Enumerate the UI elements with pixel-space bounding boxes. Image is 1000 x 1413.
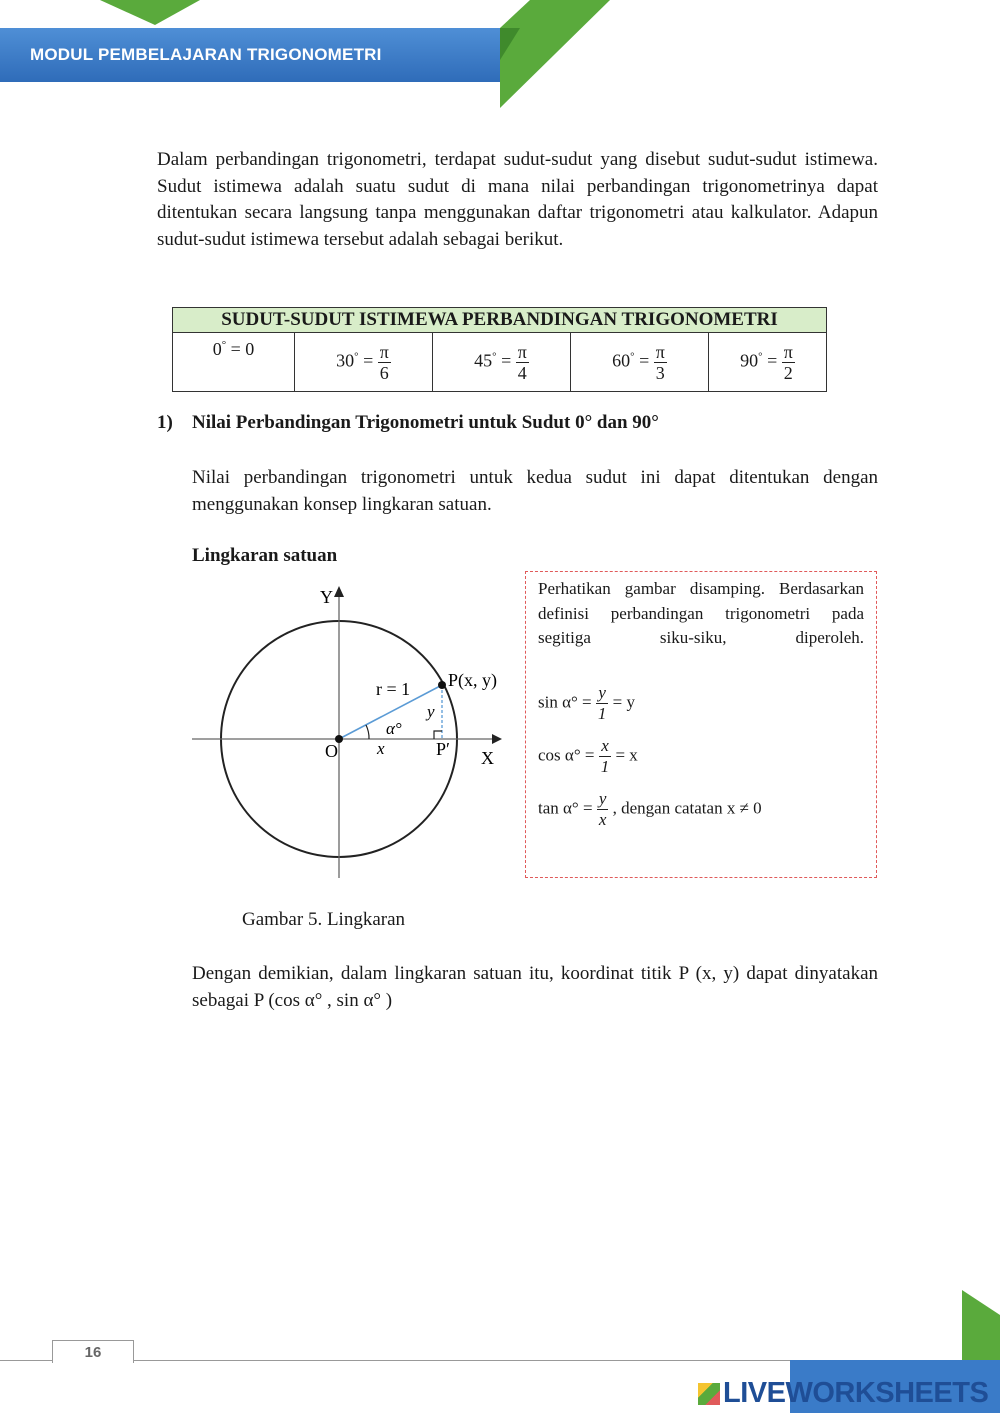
radius-label: r = 1	[376, 679, 411, 699]
liveworksheets-logo	[698, 1377, 998, 1411]
right-angle-marker	[434, 731, 442, 739]
cos-formula: cos α° = $\frac{x}{1}$ = x	[538, 736, 638, 776]
special-angles-table	[172, 307, 827, 392]
x-label: x	[377, 739, 385, 758]
y-label: y	[427, 702, 435, 721]
unit-circle-heading: Lingkaran satuan	[192, 545, 338, 566]
y-axis-label: Y	[320, 587, 333, 607]
table-cell-60: 60° = $\frac{\pi}{3}$	[571, 333, 709, 392]
logo-icon	[698, 1383, 720, 1405]
table-cell-0: 0° = 0	[173, 333, 295, 392]
point-p	[438, 681, 446, 689]
x-axis-arrow-icon	[492, 734, 502, 744]
section-body: Nilai perbandingan trigonometri untuk kedua sudut ini dapat ditentukan dengan menggunakan konsep lingkaran satuan.	[192, 467, 878, 515]
sin-formula: sin α° = $\frac{y}{1}$ = y	[538, 683, 635, 723]
x-axis-label: X	[481, 748, 494, 768]
alpha-label: α°	[386, 719, 402, 738]
table-title: SUDUT-SUDUT ISTIMEWA PERBANDINGAN TRIGONOMETRI	[173, 308, 827, 333]
info-text: Perhatikan gambar disamping. Berdasarkan definisi perbandingan trigonometri pada segitiga siku-siku, diperoleh.	[538, 579, 864, 647]
page-number: 16	[52, 1340, 134, 1363]
tan-formula: tan α° = $\frac{y}{x}$ , dengan catatan x ≠ 0	[538, 789, 762, 829]
angle-arc	[366, 725, 369, 739]
brand-text: LIVEWORKSHEETS	[723, 1377, 989, 1409]
origin-label: O	[325, 741, 338, 761]
table-cell-30: 30° = $\frac{\pi}{6}$	[295, 333, 433, 392]
figure-caption: Gambar 5. Lingkaran	[242, 909, 406, 930]
table-cell-45: 45° = $\frac{\pi}{4}$	[433, 333, 571, 392]
section-title: Nilai Perbandingan Trigonometri untuk Sudut 0° dan 90°	[192, 412, 659, 433]
point-p-prime-label: P′	[436, 739, 450, 759]
point-p-label: P(x, y)	[448, 670, 497, 690]
y-axis-arrow-icon	[334, 586, 344, 597]
header-title: MODUL PEMBELAJARAN TRIGONOMETRI	[30, 45, 382, 64]
conclusion-paragraph: Dengan demikian, dalam lingkaran satuan itu, koordinat titik P (x, y) dapat dinyatakan sebagai P (cos α° , sin α° )	[192, 963, 878, 1011]
unit-circle-diagram	[180, 575, 520, 885]
table-cell-90: 90° = $\frac{\pi}{2}$	[709, 333, 827, 392]
section-number: 1)	[157, 412, 173, 433]
intro-paragraph: Dalam perbandingan trigonometri, terdapat sudut-sudut yang disebut sudut-sudut istimewa. Sudut istimewa adalah suatu sudut di mana nilai perbandingan trigonometrinya dapat ditentukan secara langsung tanpa menggunakan daftar trigonometri atau kalkulator. Adapun sudut-sudut istimewa tersebut adalah sebagai berikut.	[157, 149, 878, 250]
